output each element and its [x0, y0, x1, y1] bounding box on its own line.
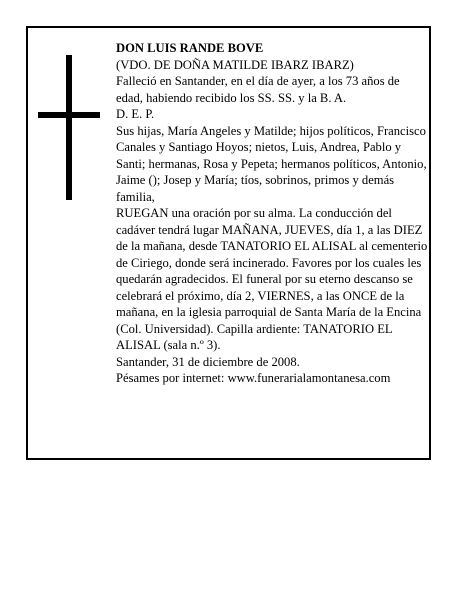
service-details: RUEGAN una oración por su alma. La conducción del cadáver tendrá lugar MAÑANA, JUEVES, día 1, a las DIEZ de la mañana, desde TANATORIO EL ALISAL al cementerio de Ciriego, donde será incinerado. Favores por los cuales les quedarán agradecidos. El funeral por su eterno descanso se celebrará el próximo, día 2, VIERNES, a las ONCE de la mañana, en la iglesia parroquial de Santa María de la Encina (Col. Universidad). Capilla ardiente: TANATORIO EL ALISAL (sala n.º 3). [116, 206, 428, 352]
place-date: Santander, 31 de diciembre de 2008. [116, 354, 300, 369]
cross-vertical-bar [66, 55, 72, 200]
cross-icon [38, 55, 100, 200]
family-list: Sus hijas, María Angeles y Matilde; hijos políticos, Francisco Canales y Santiago Hoyos; nietos, Luis, Andrea, Pablo y Santi; hermanas, Rosa y Pepeta; hermanos políticos, Antonio, Jaime (); Josep y María; tíos, sobrinos, primos y demás familia, [116, 123, 427, 204]
deceased-name: DON LUIS RANDE BOVE [116, 41, 264, 55]
death-announcement: Falleció en Santander, en el día de ayer, a los 73 años de edad, habiendo recibido los SS. SS. y la B. A. [116, 74, 400, 105]
obituary-notice [26, 26, 431, 460]
obituary-text [116, 40, 428, 387]
rip-line: D. E. P. [116, 107, 155, 121]
condolences-line: Pésames por internet: www.funerarialamontanesa.com [116, 371, 391, 385]
spouse-line: (VDO. DE DOÑA MATILDE IBARZ IBARZ) [116, 57, 354, 72]
cross-horizontal-bar [38, 112, 100, 118]
